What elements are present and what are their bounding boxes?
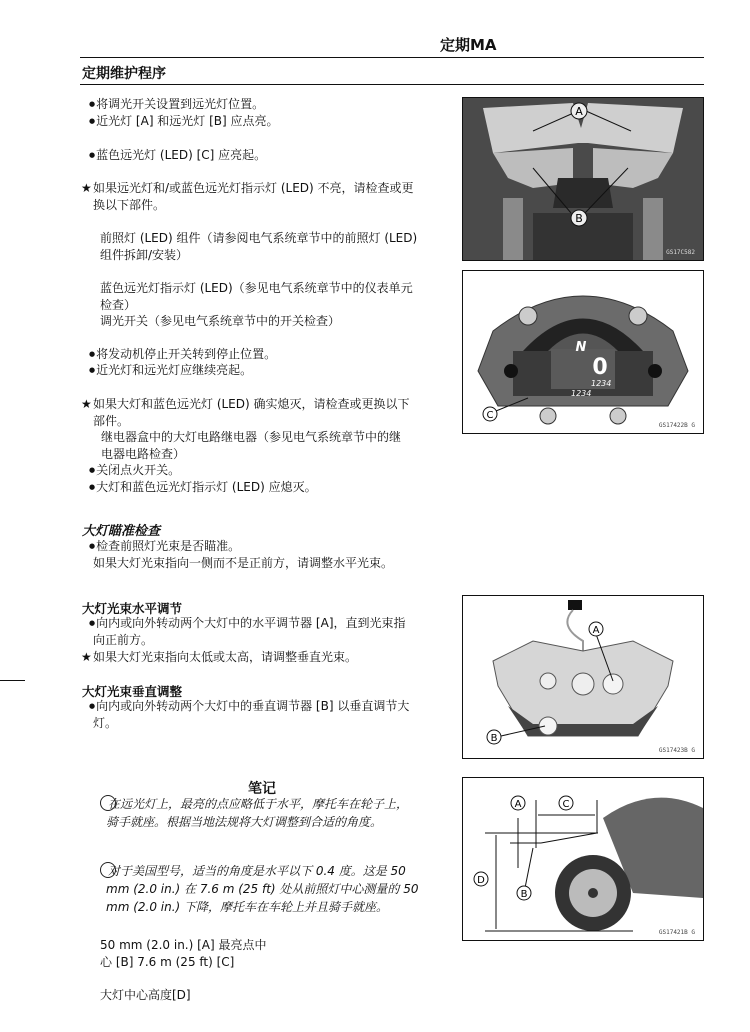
figure-code: GS17421B G <box>658 929 695 936</box>
header-rule <box>80 57 704 58</box>
aim-check-title: 大灯瞄准检查 <box>82 524 161 539</box>
step-text: ● 蓝色远光灯 (LED) [C] 应亮起。 <box>89 147 266 166</box>
warning-star-icon: ★ <box>81 181 92 195</box>
step-text: ● 将调光开关设置到远光灯位置。 <box>89 96 264 115</box>
step-text: ● 近光灯 [A] 和远光灯 [B] 应点亮。 <box>89 113 279 132</box>
step-text: 如果大灯光束指向太低或太高，请调整垂直光束。 <box>93 650 358 664</box>
legend-text: 50 mm (2.0 in.) [A] 最亮点中 <box>100 938 267 952</box>
svg-text:D: D <box>477 875 485 886</box>
svg-text:A: A <box>514 799 522 810</box>
svg-text:N: N <box>575 340 587 355</box>
note-title: 笔记 <box>248 781 276 797</box>
legend-text: 大灯中心高度[D] <box>100 988 191 1002</box>
svg-text:C: C <box>562 799 570 810</box>
legend-text: 心 [B] 7.6 m (25 ft) [C] <box>100 955 235 969</box>
part-text: 检查） <box>100 298 137 312</box>
step-text: 灯。 <box>93 716 118 730</box>
step-text: 部件。 <box>93 414 130 428</box>
part-text: 继电器盒中的大灯电路继电器（参见电气系统章节中的继 <box>101 430 402 444</box>
step-text: 如果远光灯和/或蓝色远光灯指示灯 (LED) 不亮，请检查或更 <box>93 181 414 195</box>
part-text: 蓝色远光灯指示灯 (LED)（参见电气系统章节中的仪表单元 <box>100 281 413 295</box>
note-item: 在远光灯上，最亮的点应略低于水平，摩托车在轮子上， 骑手就座。根据当地法规将大灯调整到合适的角度。 <box>106 795 408 831</box>
callout-a: A <box>575 105 583 118</box>
step-text: 向正前方。 <box>93 633 154 647</box>
svg-text:1234: 1234 <box>571 389 592 398</box>
part-text: 电器电路检查） <box>101 447 186 461</box>
step-text: ● 关闭点火开关。 <box>89 462 180 481</box>
circle-bullet-icon <box>100 862 116 878</box>
note-item: 对于美国型号，适当的角度是水平以下 0.4 度。这是 50 mm (2.0 in.) 在 7.6 m (25 ft) 处从前照灯中心测量的 50 mm (2.0 in.) 下降，摩托车在车轮上并且骑手就座。 <box>106 862 419 916</box>
section-rule <box>80 84 704 85</box>
step-text: ● 向内或向外转动两个大灯中的水平调节器 [A]，直到光束指 <box>89 615 406 634</box>
figure-code: GS17422B G <box>658 422 695 429</box>
figure-code: GS17423B G <box>658 747 695 754</box>
meter-figure <box>462 270 704 434</box>
step-text: 如果大灯和蓝色远光灯 (LED) 确实熄灭，请检查或更换以下 <box>93 397 410 411</box>
horizontal-adjust-title: 大灯光束水平调节 <box>82 601 183 616</box>
part-text: 前照灯 (LED) 组件（请参阅电气系统章节中的前照灯 (LED) <box>100 231 418 245</box>
circle-bullet-icon <box>100 795 116 811</box>
part-text: 组件拆卸/安装） <box>100 248 189 262</box>
callout-b: B <box>575 212 583 225</box>
adjuster-figure <box>462 595 704 759</box>
headlight-figure <box>462 97 704 261</box>
aim-diagram-figure <box>462 777 704 941</box>
figure-code: GS17C582 <box>666 249 695 256</box>
step-text: ● 检查前照灯光束是否瞄准。 <box>89 538 240 557</box>
step-text: ● 将发动机停止开关转到停止位置。 <box>89 346 276 365</box>
step-text: ● 近光灯和远光灯应继续亮起。 <box>89 362 252 381</box>
part-text: 调光开关（参见电气系统章节中的开关检查） <box>100 314 341 328</box>
step-text: 如果大灯光束指向一侧而不是正前方，请调整水平光束。 <box>93 556 394 570</box>
page-header-title: 定期MA <box>440 36 497 54</box>
step-text: ● 大灯和蓝色远光灯指示灯 (LED) 应熄灭。 <box>89 479 317 498</box>
svg-text:A: A <box>592 625 600 636</box>
margin-mark <box>0 680 25 681</box>
vertical-adjust-title: 大灯光束垂直调整 <box>82 684 183 699</box>
svg-text:C: C <box>486 410 494 421</box>
step-text: ● 向内或向外转动两个大灯中的垂直调节器 [B] 以垂直调节大 <box>89 698 409 717</box>
svg-text:B: B <box>520 889 528 900</box>
warning-star-icon: ★ <box>81 650 92 664</box>
section-title: 定期维护程序 <box>82 66 166 82</box>
step-text: 换以下部件。 <box>93 198 166 212</box>
warning-star-icon: ★ <box>81 397 92 411</box>
svg-text:1234: 1234 <box>591 379 612 388</box>
svg-text:B: B <box>490 733 498 744</box>
svg-text:0: 0 <box>592 355 608 380</box>
